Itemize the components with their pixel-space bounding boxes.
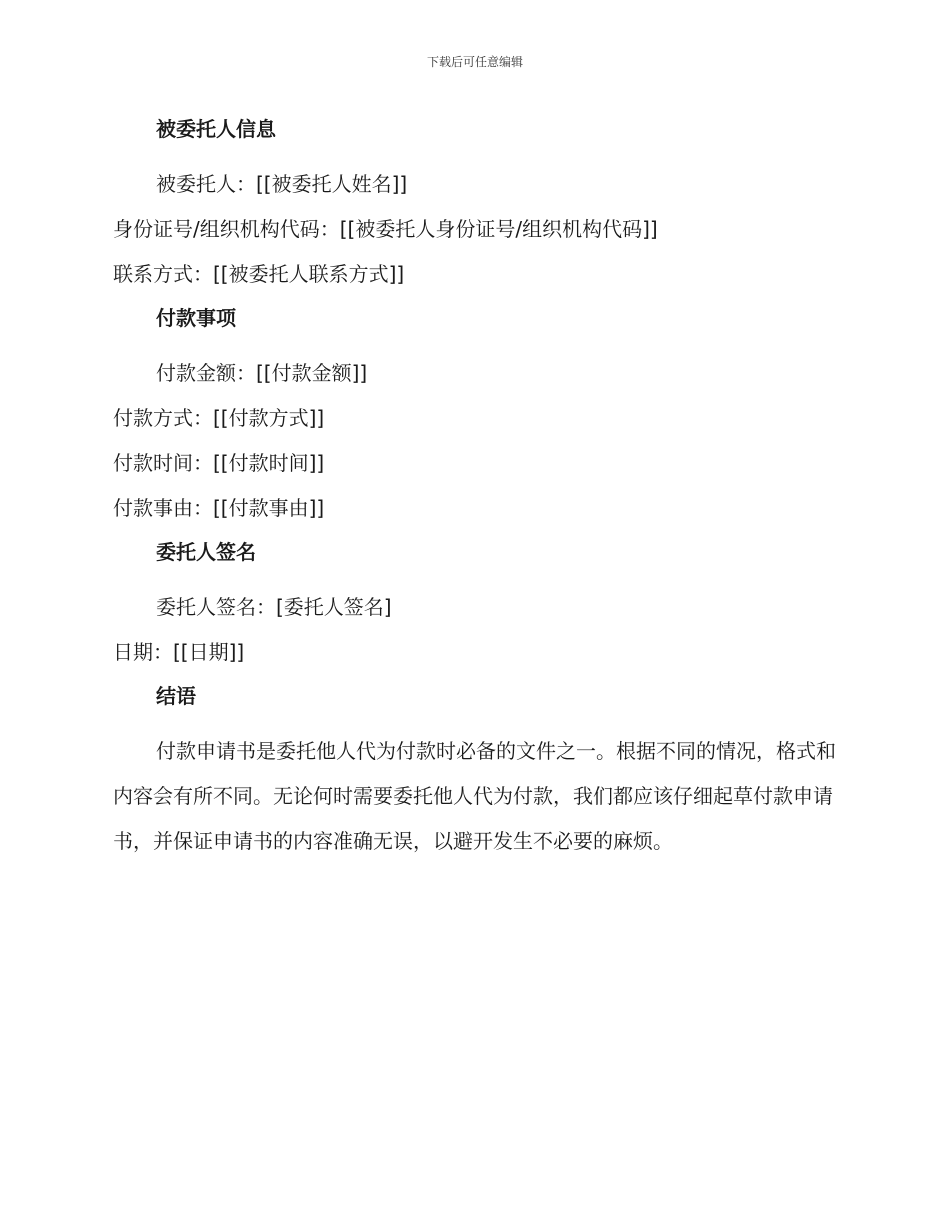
section-conclusion: [113, 679, 843, 864]
conclusion-paragraph: 付款申请书是委托他人代为付款时必备的文件之一。根据不同的情况，格式和内容会有所不同。无论何时需要委托他人代为付款，我们都应该仔细起草付款申请书，并保证申请书的内容准确无误，以避开发生不必要的麻烦。: [113, 739, 836, 853]
field-signature: 委托人签名：[委托人签名]: [156, 595, 392, 619]
field-payment-time: 付款时间：[[付款时间]]: [113, 451, 325, 475]
section-heading-trustee: 被委托人信息: [156, 117, 276, 141]
section-signature: [113, 535, 843, 675]
field-trustee-contact: 联系方式：[[被委托人联系方式]]: [113, 262, 405, 286]
field-payment-amount: 付款金额：[[付款金额]]: [156, 361, 368, 385]
field-trustee-name: 被委托人：[[被委托人姓名]]: [156, 172, 408, 196]
section-heading-payment: 付款事项: [156, 306, 236, 330]
document-body: [113, 112, 843, 868]
field-date: 日期：[[日期]]: [113, 640, 245, 664]
section-trustee-info: [113, 112, 843, 297]
field-payment-method: 付款方式：[[付款方式]]: [113, 406, 325, 430]
header-note: 下载后可任意编辑: [426, 55, 523, 69]
section-heading-conclusion: 结语: [156, 684, 196, 708]
field-payment-reason: 付款事由：[[付款事由]]: [113, 496, 325, 520]
section-heading-signature: 委托人签名: [156, 540, 256, 564]
section-payment: [113, 301, 843, 531]
field-trustee-id: 身份证号/组织机构代码：[[被委托人身份证号/组织机构代码]]: [113, 217, 658, 241]
